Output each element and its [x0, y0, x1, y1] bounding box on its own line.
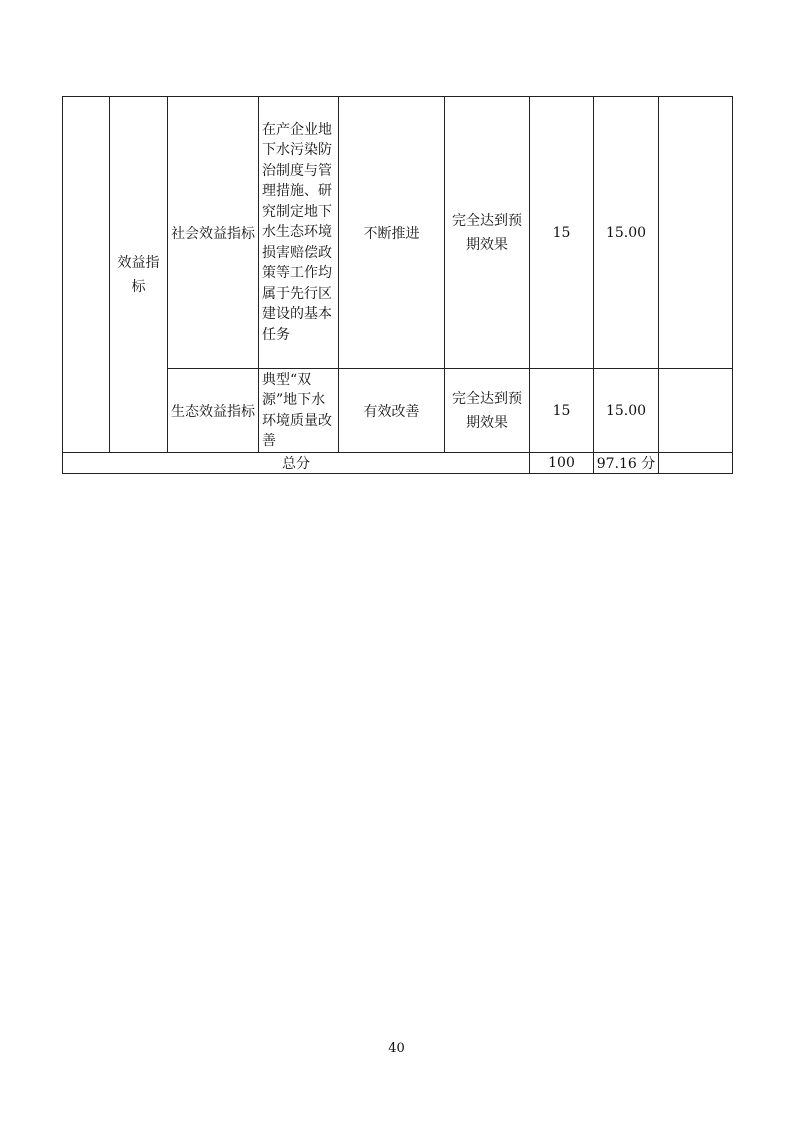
content-cell — [259, 369, 339, 453]
weight-cell: 15 — [530, 97, 594, 369]
target-cell: 有效改善 — [339, 369, 445, 453]
score-cell: 15.00 — [594, 369, 659, 453]
content-cell — [259, 97, 339, 369]
actual-text: 完全达到预期效果 — [452, 212, 522, 253]
total-row — [63, 453, 733, 474]
content-text: 在产企业地下水污染防治制度与管理措施、研究制定地下水生态环境损害赔偿政策等工作均属于先行区建设的基本任务 — [262, 121, 332, 343]
actual-cell — [445, 97, 530, 369]
actual-cell — [445, 369, 530, 453]
score-cell: 15.00 — [594, 97, 659, 369]
category-cell — [110, 97, 168, 453]
empty-level1-cell — [63, 97, 110, 453]
weight-cell: 15 — [530, 369, 594, 453]
remark-cell — [659, 369, 733, 453]
total-remark — [659, 453, 733, 474]
total-weight: 100 — [530, 453, 594, 474]
category-label: 效益指标 — [117, 254, 160, 295]
total-score: 97.16 分 — [594, 453, 659, 474]
total-label: 总分 — [63, 453, 530, 474]
table-row — [63, 97, 733, 369]
remark-cell — [659, 97, 733, 369]
performance-table — [62, 96, 733, 474]
content-text: 典型“双源”地下水环境质量改善 — [262, 371, 332, 449]
indicator-cell: 社会效益指标 — [168, 97, 259, 369]
page-number: 40 — [388, 1041, 405, 1056]
actual-text: 完全达到预期效果 — [452, 390, 522, 431]
indicator-cell: 生态效益指标 — [168, 369, 259, 453]
target-cell: 不断推进 — [339, 97, 445, 369]
